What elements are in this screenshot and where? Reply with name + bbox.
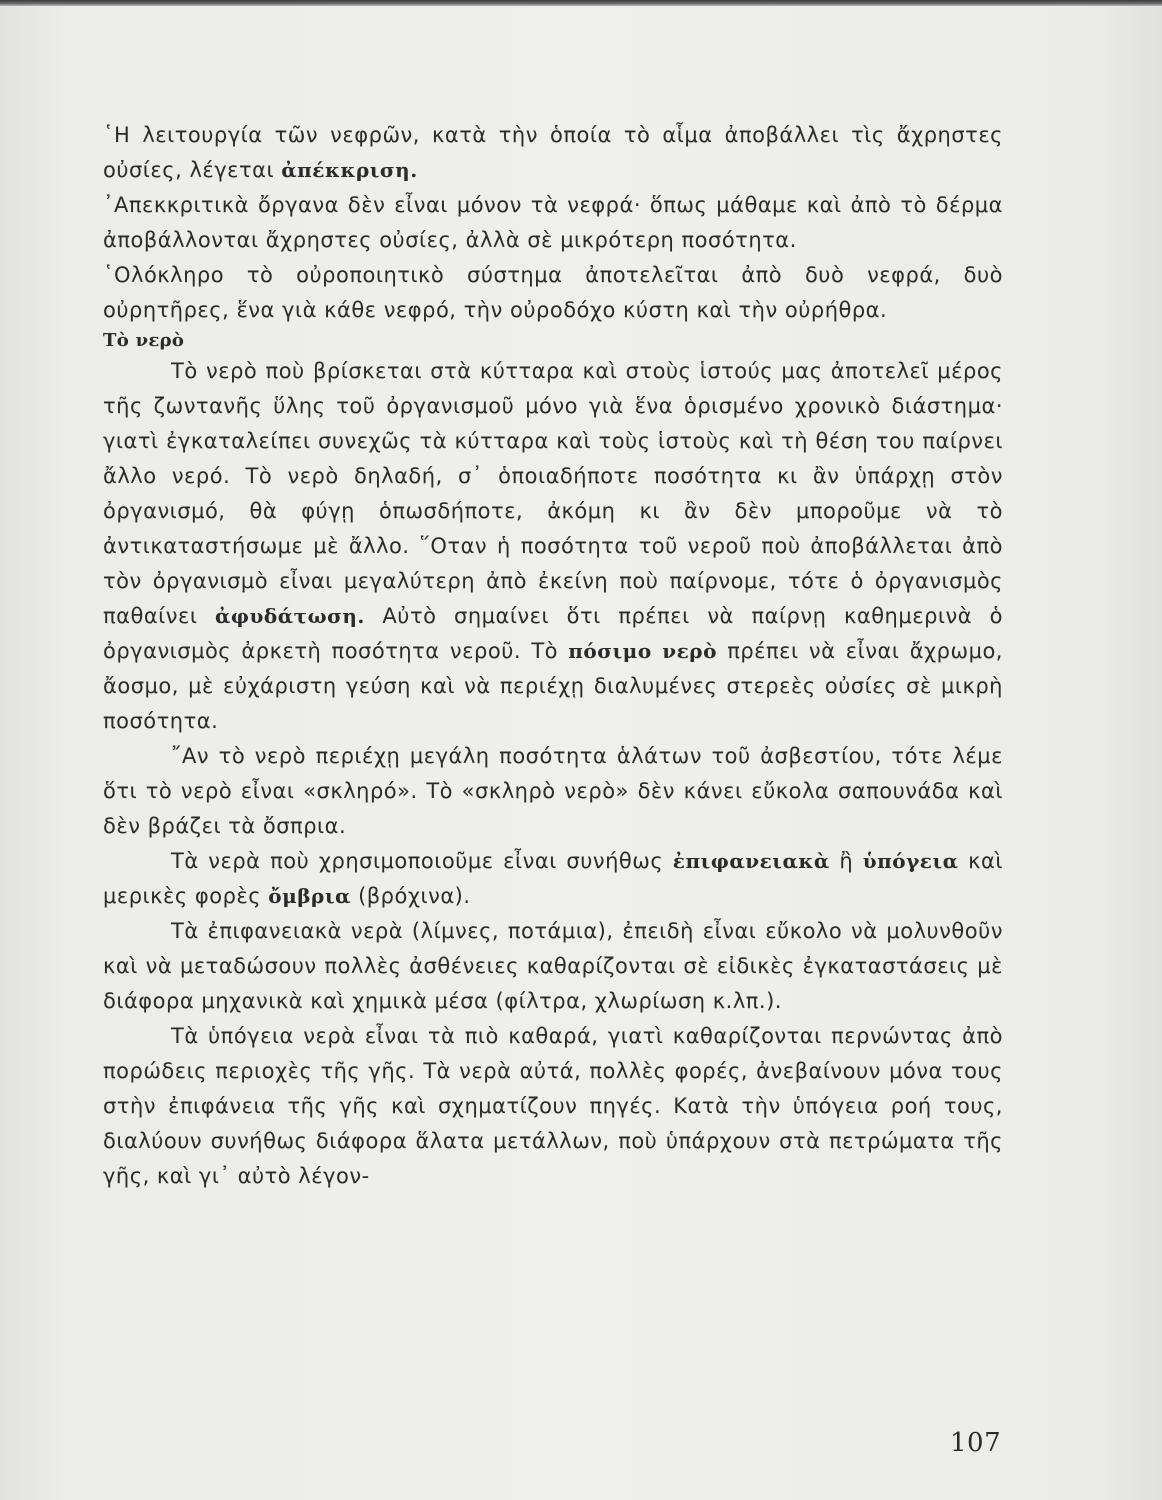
- page-top-edge: [0, 0, 1162, 6]
- page-number: 107: [950, 1428, 1002, 1458]
- paragraph-excretory-organs: ᾿Απεκκριτικὰ ὄργανα δὲν εἶναι μόνον τὰ νεφρά· ὅπως μάθαμε καὶ ἀπὸ τὸ δέρμα ἀποβάλλονται ἄχρηστες οὐσίες, ἀλλὰ σὲ μικρότερη ποσότητα.: [103, 193, 1003, 252]
- text-run: Αὐτὸ σημαίνει ὅτι πρέπει νὰ παίρνῃ καθημερινὰ ὁ ὀργανισμὸς ἀρκετὴ ποσότητα νεροῦ. Τὸ: [103, 604, 1003, 663]
- text-run: πρέπει νὰ εἶναι ἄχρωμο, ἄοσμο, μὲ εὐχάριστη γεύση καὶ νὰ περιέχῃ διαλυμένες στερεὲς οὐσίες σὲ μικρὴ ποσότητα.: [103, 639, 1003, 733]
- term-rain: ὄμβρια: [268, 884, 351, 908]
- text-run: ἢ: [829, 849, 863, 873]
- term-surface: ἐπιφανειακὰ: [672, 849, 830, 873]
- text-run: ῾Η λειτουργία τῶν νεφρῶν, κατὰ τὴν ὁποία τὸ αἷμα ἀποβάλλει τὶς ἄχρηστες οὐσίες, λέγεται: [103, 123, 1003, 182]
- term-excretion: ἀπέκκριση.: [281, 158, 418, 182]
- text-run: καὶ μερικὲς φορὲς: [103, 849, 1003, 908]
- paragraph-underground-water: Τὰ ὑπόγεια νερὰ εἶναι τὰ πιὸ καθαρά, γιατὶ καθαρίζονται περνώντας ἀπὸ πορώδεις περιοχὲς τῆς γῆς. Τὰ νερὰ αὐτά, πολλὲς φορές, ἀνεβαίνουν μόνα τους στὴν ἐπιφάνεια τῆς γῆς καὶ σχηματίζουν πηγές. Κατὰ τὴν ὑπόγεια ροή τους, διαλύουν συνήθως διάφορα ἅλατα μετάλλων, ποὺ ὑπάρχουν στὰ πετρώματα τῆς γῆς, καὶ γι᾿ αὐτὸ λέγον-: [103, 1024, 1003, 1188]
- text-run: Τὸ νερὸ ποὺ βρίσκεται στὰ κύτταρα καὶ στοὺς ἱστούς μας ἀποτελεῖ μέρος τῆς ζωντανῆς ὕλης τοῦ ὀργανισμοῦ μόνο γιὰ ἕνα ὁρισμένο χρονικὸ διάστημα· γιατὶ ἐγκαταλείπει συνεχῶς τὰ κύτταρα καὶ τοὺς ἱστοὺς καὶ τὴ θέση του παίρνει ἄλλο νερό. Τὸ νερὸ δηλαδή, σ᾿ ὁποιαδήποτε ποσότητα κι ἂν ὑπάρχῃ στὸν ὀργανισμό, θὰ φύγῃ ὁπωσδήποτε, ἀκόμη κι ἂν δὲν μποροῦμε νὰ τὸ ἀντικαταστήσωμε μὲ ἄλλο. ῞Οταν ἡ ποσότητα τοῦ νεροῦ ποὺ ἀποβάλλεται ἀπὸ τὸν ὀργανισμὸ εἶναι μεγαλύτερη ἀπὸ ἐκείνη ποὺ παίρνομε, τότε ὁ ὀργανισμὸς παθαίνει: [103, 359, 1003, 628]
- paragraph-urinary-system: ῾Ολόκληρο τὸ οὐροποιητικὸ σύστημα ἀποτελεῖται ἀπὸ δυὸ νεφρά, δυὸ οὐρητῆρες, ἕνα γιὰ κάθε νεφρό, τὴν οὐροδόχο κύστη καὶ τὴν οὐρήθρα.: [103, 263, 1003, 322]
- text-run: Τὰ νερὰ ποὺ χρησιμοποιοῦμε εἶναι συνήθως: [171, 849, 673, 873]
- paragraph-excretion: [103, 118, 1003, 188]
- section-heading-water: Τὸ νερὸ: [103, 330, 185, 351]
- paragraph-water-cells: [103, 354, 1003, 739]
- term-underground: ὑπόγεια: [862, 849, 959, 873]
- text-run: (βρόχινα).: [350, 884, 471, 908]
- paragraph-surface-water: Τὰ ἐπιφανειακὰ νερὰ (λίμνες, ποτάμια), ἐπειδὴ εἶναι εὔκολο νὰ μολυνθοῦν καὶ νὰ μεταδώσουν πολλὲς ἀσθένειες καθαρίζονται σὲ εἰδικὲς ἐγκαταστάσεις μὲ διάφορα μηχανικὰ καὶ χημικὰ μέσα (φίλτρα, χλωρίωση κ.λπ.).: [103, 919, 1003, 1013]
- term-dehydration: ἀφυδάτωση.: [215, 604, 365, 628]
- paragraph-water-types: [103, 844, 1003, 914]
- body-text: [103, 118, 1003, 1194]
- term-drinking-water: πόσιμο νερὸ: [568, 639, 717, 663]
- paragraph-hard-water: ῎Αν τὸ νερὸ περιέχῃ μεγάλη ποσότητα ἁλάτων τοῦ ἀσβεστίου, τότε λέμε ὅτι τὸ νερὸ εἶναι «σκληρό». Τὸ «σκληρὸ νερὸ» δὲν κάνει εὔκολα σαπουνάδα καὶ δὲν βράζει τὰ ὄσπρια.: [103, 744, 1003, 838]
